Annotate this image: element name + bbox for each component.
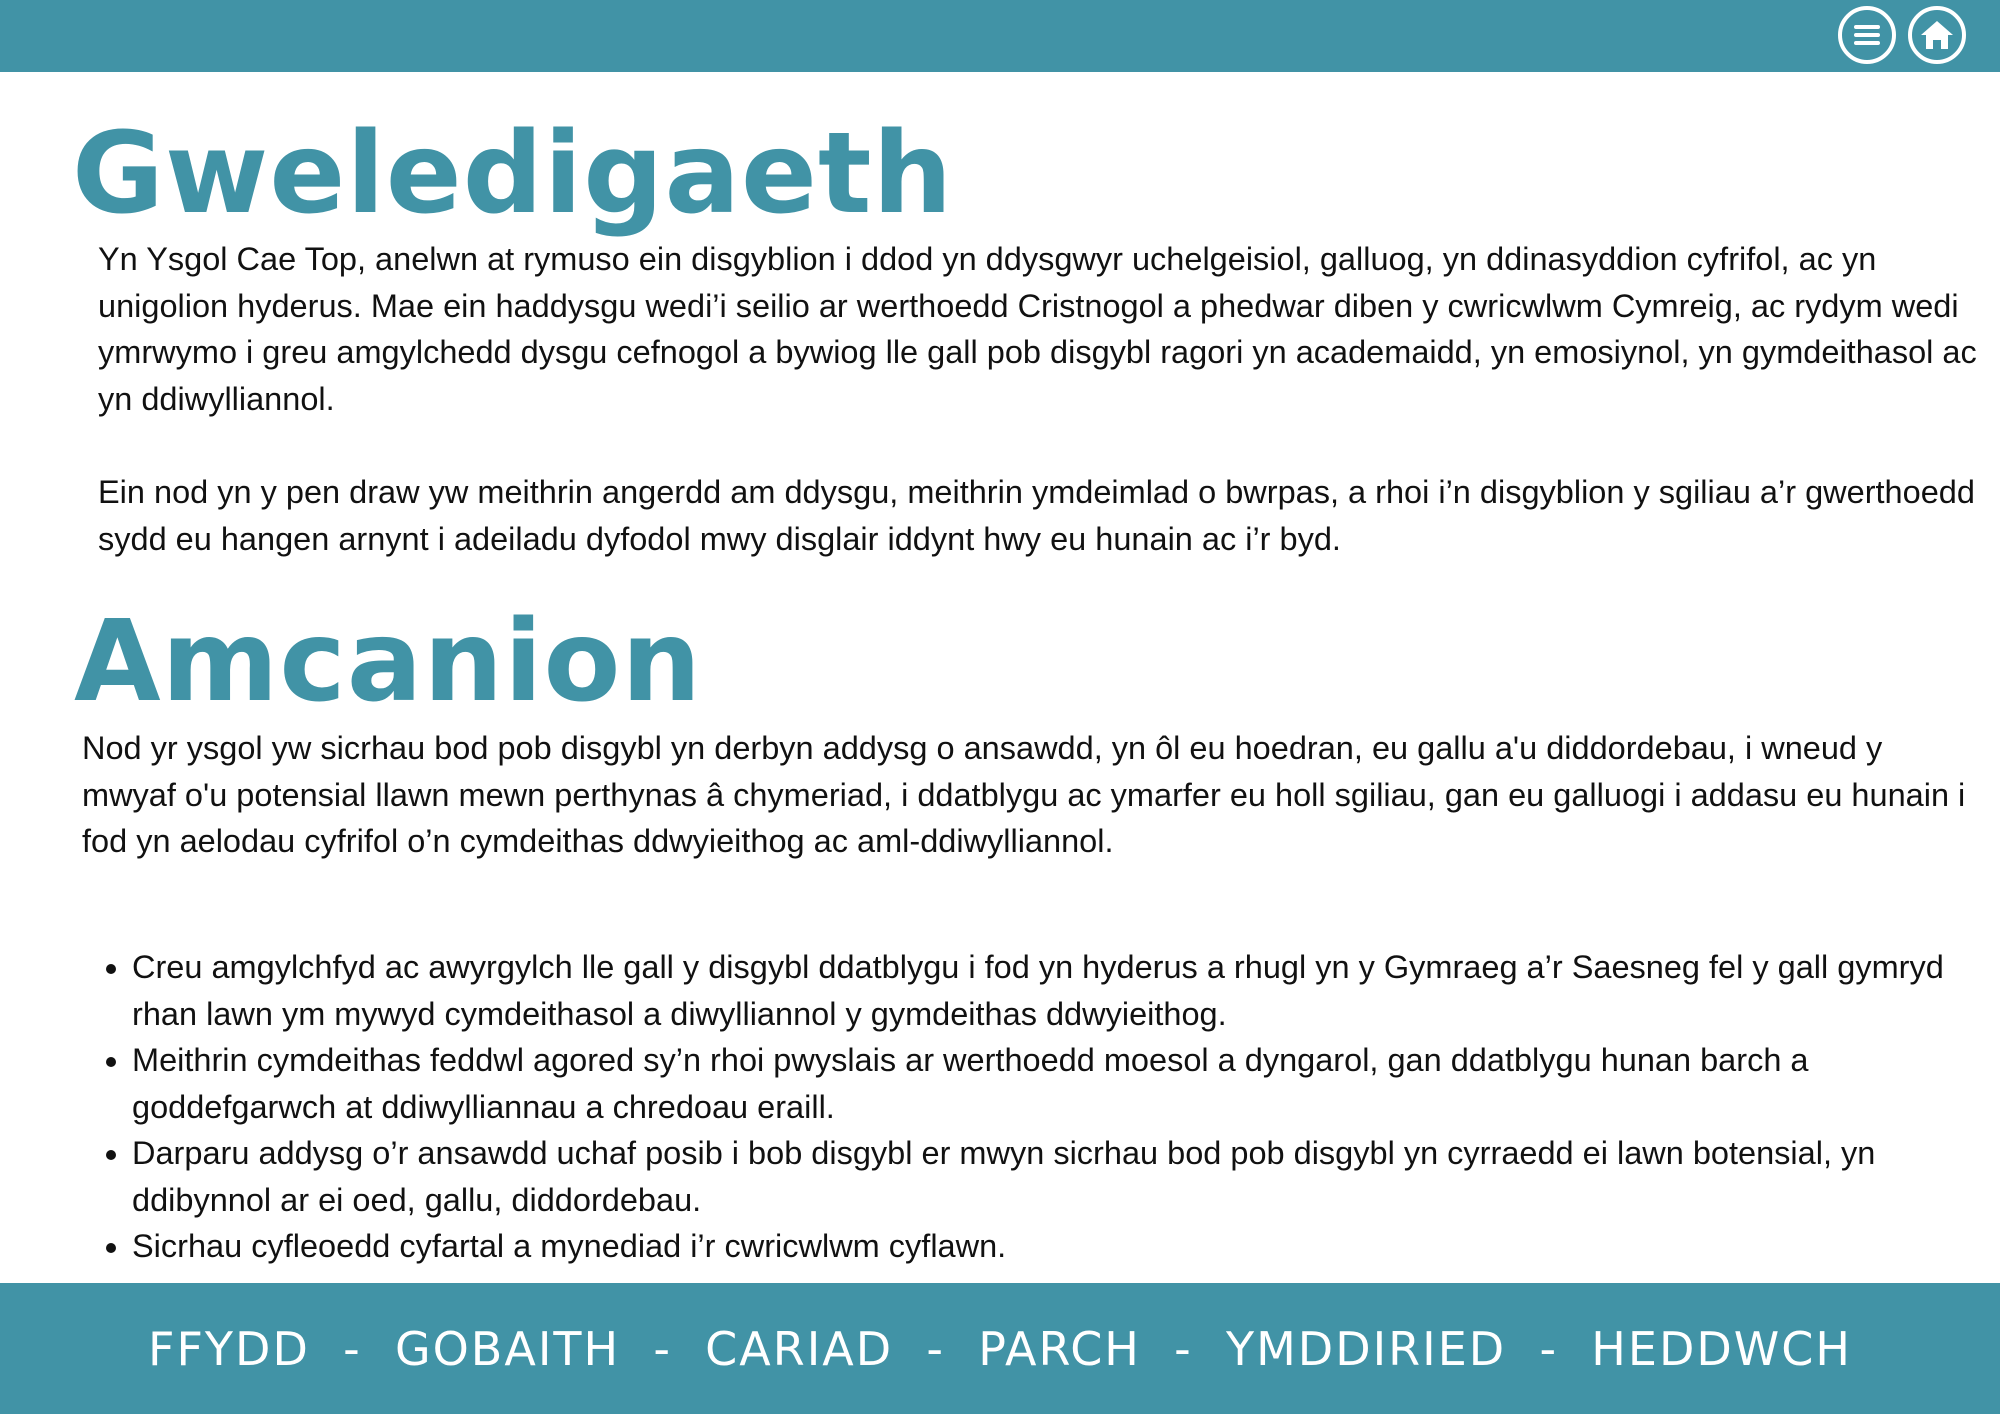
top-bar <box>0 0 2000 72</box>
home-icon <box>1919 18 1955 52</box>
footer-values-bar <box>0 1283 2000 1414</box>
menu-button[interactable] <box>1838 6 1896 64</box>
aims-list <box>82 944 2000 1270</box>
aims-list-item: • Creu amgylchfyd ac awyrgylch lle gall y disgybl ddatblygu i fod yn hyderus a rhugl yn y Gymraeg a’r Saesneg fel y gall gymryd rhan lawn ym mywyd cymdeithasol a diwylliannol y gymdeithas ddwyieithog. <box>132 944 2000 1037</box>
vision-heading: Gweledigaeth <box>72 109 954 239</box>
home-button[interactable] <box>1908 6 1966 64</box>
menu-icon <box>1852 22 1882 48</box>
vision-paragraph-1: Yn Ysgol Cae Top, anelwn at rymuso ein disgyblion i ddod yn ddysgwyr uchelgeisiol, galluog, yn ddinasyddion cyfrifol, ac yn unigolion hyderus. Mae ein haddysgu wedi’i seilio ar werthoedd Cristnogol a phedwar diben y cwricwlwm Cymreig, ac rydym wedi ymrwymo i greu amgylchedd dysgu cefnogol a bywiog lle gall pob disgybl ragori yn academaidd, yn emosiynol, yn gymdeithasol ac yn ddiwylliannol. <box>98 241 1977 417</box>
aims-list-item: • Meithrin cymdeithas feddwl agored sy’n rhoi pwyslais ar werthoedd moesol a dyngarol, gan ddatblygu hunan barch a goddefgarwch at ddiwylliannau a chredoau eraill. <box>132 1037 2000 1130</box>
aims-heading: Amcanion <box>74 597 703 727</box>
values-line: FFYDD - GOBAITH - CARIAD - PARCH - YMDDIRIED - HEDDWCH <box>148 1321 1852 1376</box>
aims-list-item: • Darparu addysg o’r ansawdd uchaf posib i bob disgybl er mwyn sicrhau bod pob disgybl yn cyrraedd ei lawn botensial, yn ddibynnol ar ei oed, gallu, diddordebau. <box>132 1130 2000 1223</box>
aims-intro: Nod yr ysgol yw sicrhau bod pob disgybl yn derbyn addysg o ansawdd, yn ôl eu hoedran, eu gallu a'u diddordebau, i wneud y mwyaf o'u potensial llawn mewn perthynas â chymeriad, i ddatblygu ac ymarfer eu holl sgiliau, gan eu galluogi i addasu eu hunain i fod yn aelodau cyfrifol o’n cymdeithas ddwyieithog ac aml-ddiwylliannol. <box>82 730 1966 859</box>
vision-paragraph-2: Ein nod yn y pen draw yw meithrin angerdd am ddysgu, meithrin ymdeimlad o bwrpas, a rhoi i’n disgyblion y sgiliau a’r gwerthoedd sydd eu hangen arnynt i adeiladu dyfodol mwy disglair iddynt hwy eu hunain ac i’r byd. <box>98 474 1975 557</box>
aims-list-item: • Sicrhau cyfleoedd cyfartal a mynediad i’r cwricwlwm cyflawn. <box>132 1223 2000 1270</box>
